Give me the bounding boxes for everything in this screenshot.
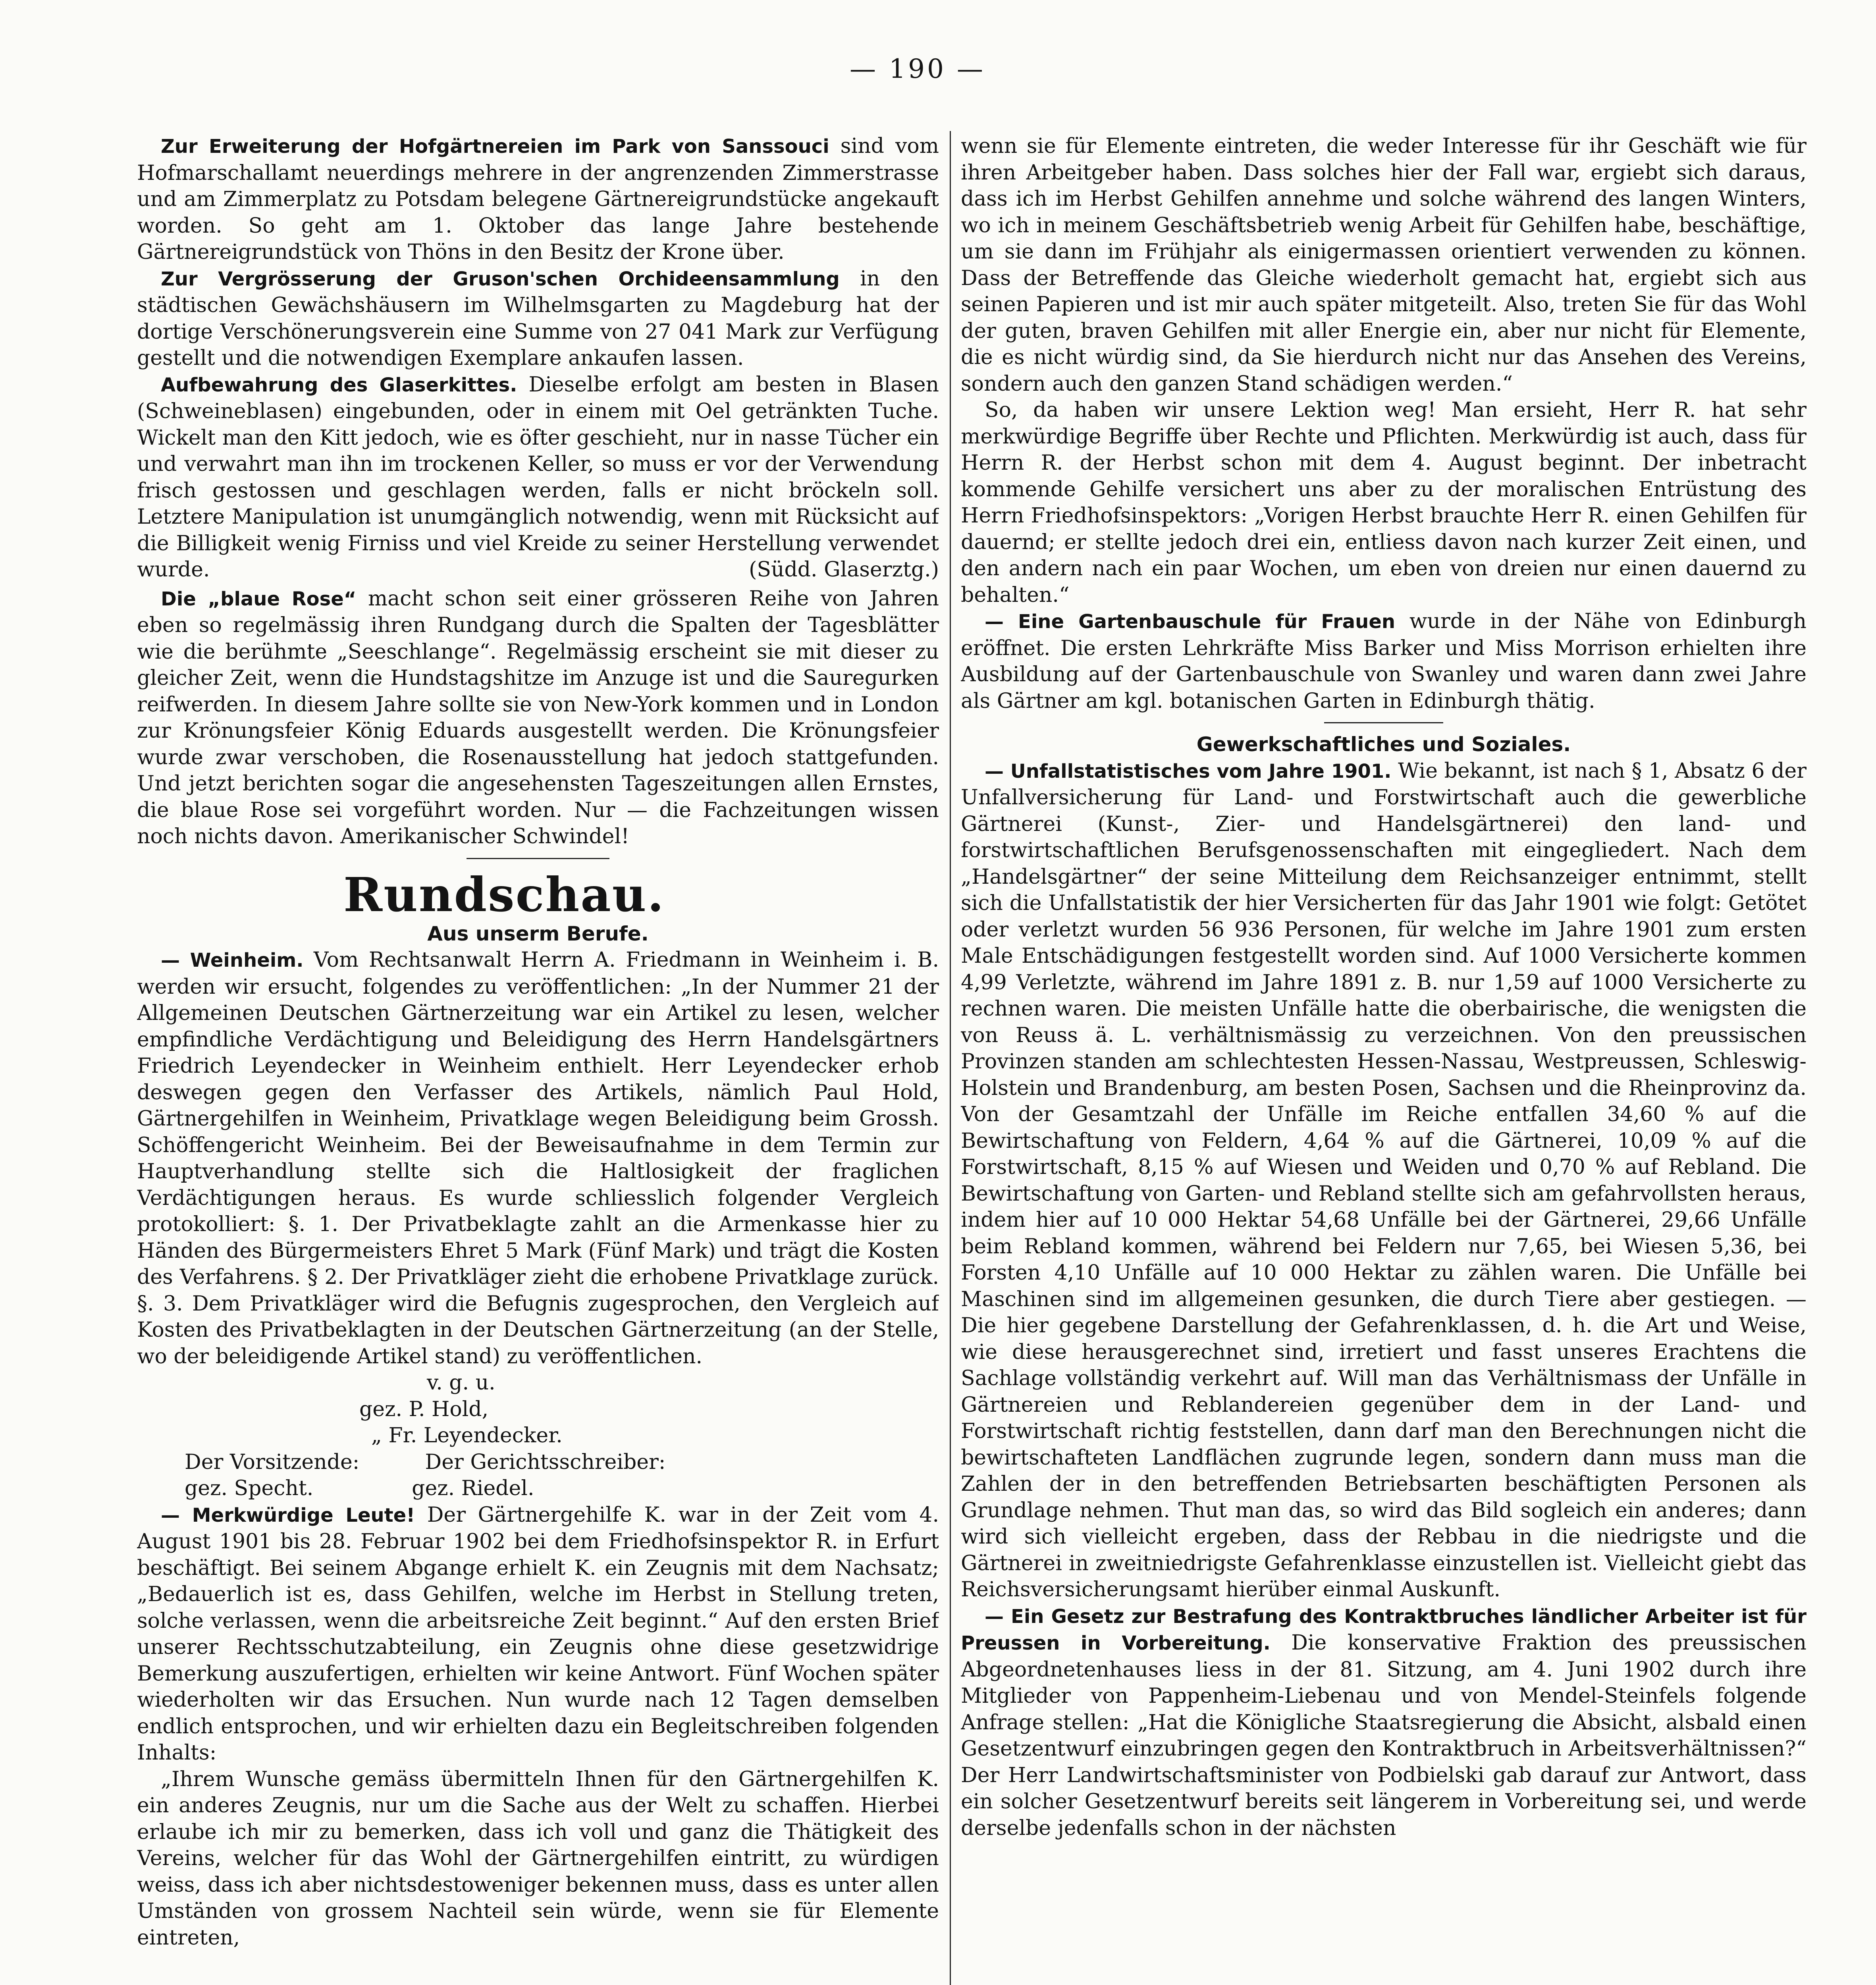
article-title: — Merkwürdige Leute! [161, 1504, 415, 1526]
signature-vgu: v. g. u. [427, 1371, 496, 1395]
article-hofgaertnereien [137, 133, 939, 266]
article-text: macht schon seit einer grösseren Reihe von Jahren eben so regelmässig ihren Rundgang durch die Spalten der Tagesblätter wie die berühmte „Seeschlange“. Regelmässig erscheint sie mit dieser zu gleicher Zeit, wenn die Hundstagshitze im Anzuge ist und die Sauregurken reifwerden. In diesem Jahre sollte sie von New-York kommen und in London zur Krönungsfeier König Eduards ausgestellt werden. Die Krönungsfeier wurde zwar verschoben, die Rosenausstellung hat jedoch stattgefunden. Und jetzt berichten sogar die angesehensten Tageszeitungen allen Ernstes, die blaue Rose sei vorgeführt worden. Nur — die Fachzeitungen wissen noch nichts davon. Amerikanischer Schwindel! [137, 586, 939, 848]
article-kontraktbruch [961, 1603, 1807, 1842]
article-title: — Unfallstatistisches vom Jahre 1901. [985, 760, 1392, 782]
article-title: Die „blaue Rose“ [161, 588, 357, 610]
section-divider [1324, 722, 1443, 723]
article-weinheim [137, 947, 939, 1370]
letter-continuation: wenn sie für Elemente eintreten, die weder Interesse für ihr Geschäft wie für ihren Arbeitgeber haben. Dass solches hier der Fall war, ergiebt sich daraus, dass ich im Herbst Gehilfen annehme und solche während des langen Winters, wo ich in meinem Geschäftsbetrieb wenig Arbeit für Gehilfen habe, beschäftige, um sie dann im Frühjahr als einigermassen orientiert verwenden zu können. Dass der Betreffende das Gleiche wiederholt gemacht hat, ergiebt sich aus seinen Papieren und ist mir auch später mitgeteilt. Also, treten Sie für das Wohl der guten, braven Gehilfen mit aller Energie ein, aber nur nicht für Elemente, die es nicht würdig sind, da Sie hierdurch nicht nur das Ansehen des Vereins, sondern auch den ganzen Stand schädigen werden.“ [961, 134, 1807, 396]
rundschau-heading: Rundschau. [343, 867, 665, 922]
article-gartenbauschule [961, 608, 1807, 714]
article-text: Vom Rechtsanwalt Herrn A. Friedmann in Weinheim i. B. werden wir ersucht, folgendes zu veröffentlichen: „In der Nummer 21 der Allgemeinen Deutschen Gärtnerzeitung war ein Artikel zu lesen, welcher empfindliche Verdächtigung und Beleidigung des Herrn Handelsgärtners Friedrich Leyendecker in Weinheim enthielt. Herr Leyendecker erhob deswegen gegen den Verfasser des Artikels, nämlich Paul Hold, Gärtnergehilfen in Weinheim, Privatklage wegen Beleidigung beim Grossh. Schöffengericht Weinheim. Bei der Beweisaufnahme in dem Termin zur Hauptverhandlung stellte sich die Haltlosigkeit der fraglichen Verdächtigungen heraus. Es wurde schliesslich folgender Vergleich protokolliert: §. 1. Der Privatbeklagte zahlt an die Armenkasse hier zu Händen des Bürgermeisters Ehret 5 Mark (Fünf Mark) und trägt die Kosten des Verfahrens. § 2. Der Privatkläger zieht die erhobene Privatklage zurück. §. 3. Dem Privatkläger wird die Befugnis zugesprochen, den Vergleich auf Kosten des Privatbeklagten in der Deutschen Gärtnerzeitung (an der Stelle, wo der beleidigende Artikel stand) zu veröffentlichen. [137, 948, 939, 1368]
article-text: Dieselbe erfolgt am besten in Blasen (Schweineblasen) eingebunden, oder in einem mit Oel getränkten Tuche. Wickelt man den Kitt jedoch, wie es öfter geschieht, nur in nasse Tücher ein und verwahrt man ihn im trockenen Keller, so muss er vor der Verwendung frisch gestossen und geschlagen werden, falls er nicht bröckeln soll. Letztere Manipulation ist unumgänglich notwendig, wenn mit Rücksicht auf die Billigkeit wenig Firniss und viel Kreide zu seiner Herstellung verwendet wurde. [137, 372, 939, 582]
article-glaserkitt [137, 372, 939, 583]
article-title: Zur Erweiterung der Hofgärtnereien im Park von Sanssouci [161, 135, 829, 158]
article-title: Zur Vergrösserung der Gruson'schen Orchideensammlung [161, 268, 840, 290]
article-blaue-rose [137, 586, 939, 850]
quoted-letter: „Ihrem Wunsche gemäss übermitteln Ihnen für den Gärtnergehilfen K. ein anderes Zeugnis, nur um die Sache aus der Welt zu schaffen. Hierbei erlaube ich mir zu bemerken, dass ich voll und ganz die Thätigkeit des Vereins, welcher für das Wohl der Gärtnergehilfen eintritt, zu würdigen weiss, dass ich aber nichtsdestoweniger bekennen muss, dass es unter allen Umständen von grossem Nachteil sein würde, wenn sie für Elemente eintreten, [137, 1767, 939, 1950]
article-lektion: So, da haben wir unsere Lektion weg! Man ersieht, Herr R. hat sehr merkwürdige Begriffe über Rechte und Pflichten. Merkwürdig ist auch, dass für Herrn R. der Herbst schon mit dem 4. August beginnt. Der inbetracht kommende Gehilfe versichert uns aber zu der moralischen Entrüstung des Herrn Friedhofsinspektors: „Vorigen Herbst brauchte Herr R. einen Gehilfen für dauernd; er stellte jedoch drei ein, entliess davon nach kurzer Zeit einen, und den andern nach ein paar Wochen, um eben von dreien nur einen dauernd zu behalten.“ [961, 398, 1807, 607]
section-heading: Gewerkschaftliches und Soziales. [1196, 733, 1571, 756]
article-text: Wie bekannt, ist nach § 1, Absatz 6 der Unfallversicherung für Land- und Forstwirtschaft auch die gewerbliche Gärtnerei (Kunst-, Zier- und Handelsgärtnerei) den land- und forstwirtschaftlichen Berufsgenossenschaften mit eingegliedert. Nach dem „Handelsgärtner“ der seine Mitteilung dem Reichsanzeiger entnimmt, stellt sich die Unfallstatistik der hier Versicherten für das Jahr 1901 wie folgt: Getötet oder verletzt wurden 56 936 Personen, für welche im Jahre 1901 zum ersten Male Entschädigungen festgestellt worden sind. Auf 1000 Versicherte kommen 4,99 Verletzte, während im Jahre 1891 z. B. nur 1,59 auf 1000 Versicherte zu rechnen waren. Die meisten Unfälle hatte die oberbairische, die wenigsten die von Reuss ä. L. verhältnismässig zu verzeichnen. Von den preussischen Provinzen standen am schlechtesten Hessen-Nassau, Westpreussen, Schleswig-Holstein und Brandenburg, am besten Posen, Sachsen und die Rheinprovinz da. Von der Gesamtzahl der Unfälle im Reiche entfallen 34,60 % auf die Bewirtschaftung von Feldern, 4,64 % auf die Gärtnerei, 10,09 % auf die Forstwirtschaft, 8,15 % auf Wiesen und Weiden und 0,70 % auf Rebland. Die Bewirtschaftung von Garten- und Rebland stellte sich am gefahrvollsten heraus, indem hier auf 10 000 Hektar 54,68 Unfälle bei der Gärtnerei, 29,66 Unfälle beim Rebland kommen, während bei Feldern nur 7,65, bei Wiesen 5,36, bei Forsten 4,10 Unfälle auf 10 000 Hektar zu zählen waren. Die Unfälle bei Maschinen sind im allgemeinen gesunken, die durch Tiere aber gestiegen. — Die hier gegebene Darstellung der Gefahrenklassen, d. h. die Art und Weise, wie diese herausgerechnet sind, irretiert und fasst unseres Erachtens die Sachlage vollständig verkehrt auf. Will man das Verhältnismass der Unfälle in Gärtnereien und Reblandereien gegenüber dem in der Land- und Forstwirtschaft richtig feststellen, dann darf man den Berechnungen nicht die bewirtschafteten Landflächen zugrunde legen, sondern dann muss man die Zahlen der in den betreffenden Betriebsarten beschäftigten Personen als Grundlage nehmen. Thut man das, so wird das Bild sogleich ein anderes; dann wird sich vielleicht ergeben, dass der Rebbau in die niedrigste und die Gärtnerei in zweitniedrigste Gefahrenklasse einzustellen ist. Vielleicht giebt das Reichsversicherungsamt hierüber einmal Auskunft. [961, 759, 1807, 1601]
signature-names: gez. Specht. gez. Riedel. [185, 1476, 534, 1500]
right-column [961, 133, 1807, 1985]
article-source: (Südd. Glaserztg.) [749, 558, 939, 582]
article-orchideensammlung [137, 266, 939, 372]
article-merkwuerdige-leute [137, 1502, 939, 1766]
article-title: Aufbewahrung des Glaserkittes. [161, 374, 517, 396]
article-text: in den städtischen Gewächshäusern im Wilhelmsgarten zu Magdeburg hat der dortige Verschönerungsverein eine Summe von 27 041 Mark zur Verfügung gestellt und die notwendigen Exemplare ankaufen lassen. [137, 266, 939, 370]
left-column [137, 133, 939, 1985]
page-number: — 190 — [850, 54, 985, 84]
article-unfallstatistik [961, 758, 1807, 1603]
article-title: — Weinheim. [161, 949, 304, 971]
article-text: Die konservative Fraktion des preussischen Abgeordnetenhauses liess in der 81. Sitzung, am 4. Juni 1902 durch ihre Mitglieder von Pappenheim-Liebenau und von Mendel-Steinfels folgende Anfrage stellen: „Hat die Königliche Staatsregierung die Absicht, alsbald einen Gesetzentwurf einzubringen gegen den Kontraktbruch in Arbeitsverhältnissen?“ Der Herr Landwirtschaftsminister von Podbielski gab darauf zur Antwort, dass ein solcher Gesetzentwurf bereits seit längerem in Vorbereitung sei, und werde derselbe jedenfalls schon in der nächsten [961, 1631, 1807, 1840]
article-title: — Eine Gartenbauschule für Frauen [985, 611, 1396, 633]
article-text: sind vom Hofmarschallamt neuerdings mehrere in der angrenzenden Zimmerstrasse und am Zimmerplatz zu Potsdam belegene Gärtnereigrundstücke angekauft worden. So geht am 1. Oktober das lange Jahre bestehende Gärtnereigrundstück von Thöns in den Besitz der Krone über. [137, 134, 939, 264]
column-divider [950, 131, 951, 1985]
article-title: — Ein Gesetz zur Bestrafung des Kontraktbruches ländlicher Arbeiter ist für Preussen in Vorbereitung. [961, 1605, 1807, 1654]
signature-roles: Der Vorsitzende: Der Gerichtsschreiber: [185, 1450, 666, 1474]
section-divider [467, 858, 609, 859]
article-text: wurde in der Nähe von Edinburgh eröffnet. Die ersten Lehrkräfte Miss Barker und Miss Morrison erhielten ihre Ausbildung auf der Gartenbauschule von Swanley und waren dann zwei Jahre als Gärtner am kgl. botanischen Garten in Edinburgh thätig. [961, 609, 1807, 713]
signature-hold: gez. P. Hold, [359, 1397, 489, 1421]
section-heading: Aus unserm Berufe. [427, 922, 649, 945]
signature-leyendecker: „ Fr. Leyendecker. [371, 1424, 563, 1447]
article-text: Der Gärtnergehilfe K. war in der Zeit vom 4. August 1901 bis 28. Februar 1902 bei dem Friedhofsinspektor R. in Erfurt beschäftigt. Bei seinem Abgange erhielt K. ein Zeugnis mit dem Nachsatz; „Bedauerlich ist es, dass Gehilfen, welche im Herbst in Stellung treten, solche verlassen, wenn die arbeitsreiche Zeit beginnt.“ Auf den ersten Brief unserer Rechtsschutzabteilung, ein Zeugnis ohne diese gesetzwidrige Bemerkung auszufertigen, erhielten wir keine Antwort. Fünf Wochen später wiederholten wir das Ersuchen. Nun wurde nach 12 Tagen demselben endlich entsprochen, und wir erhielten dazu ein Begleitschreiben folgenden Inhalts: [137, 1503, 939, 1765]
